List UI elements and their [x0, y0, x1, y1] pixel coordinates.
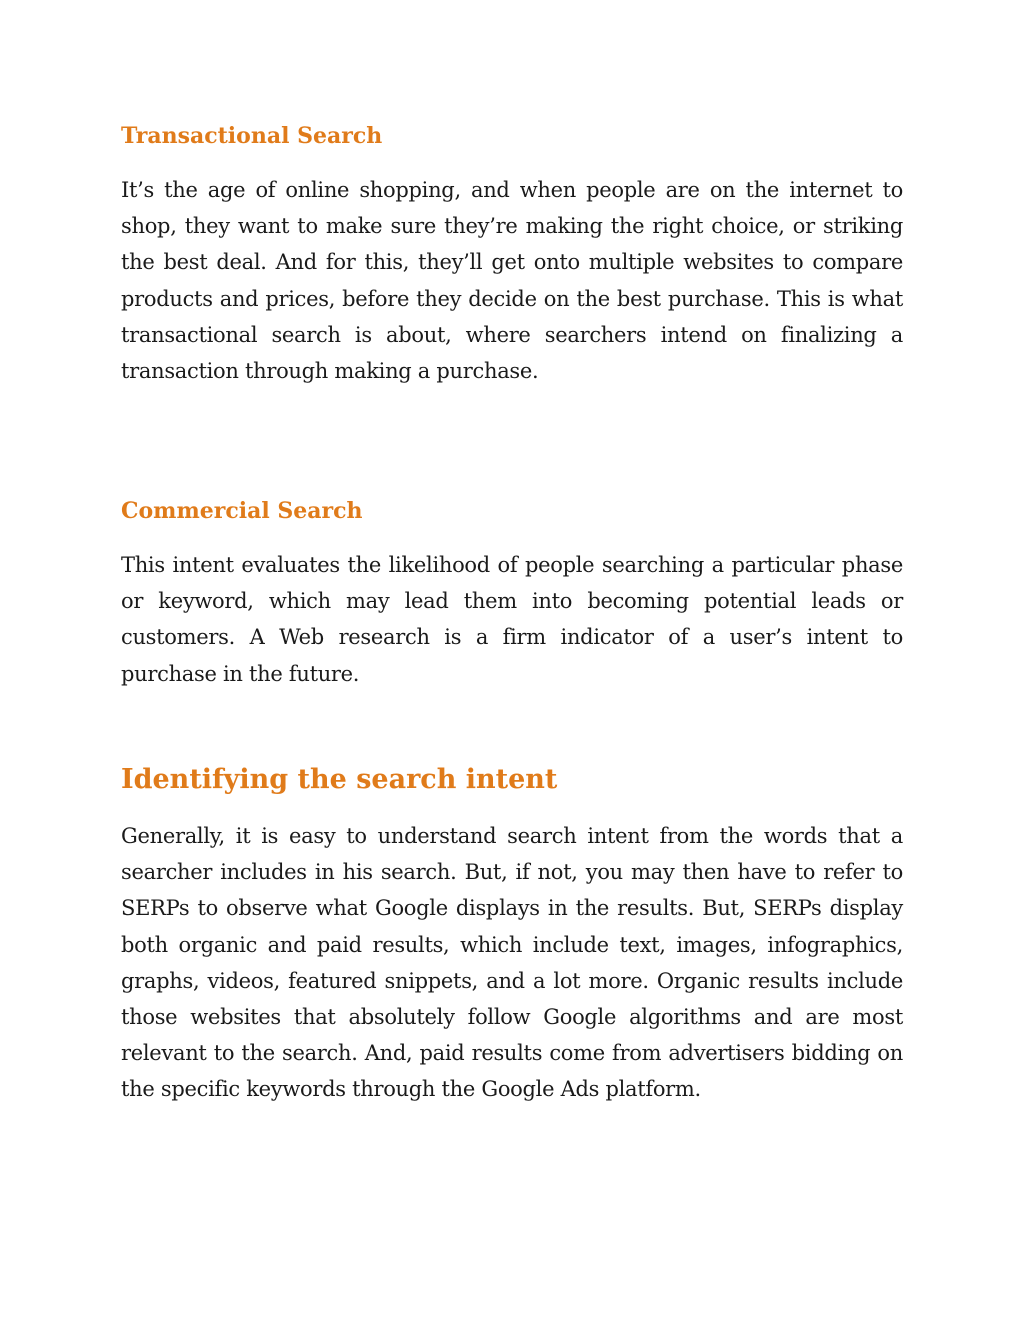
paragraph-transactional-search: It’s the age of online shopping, and when people are on the internet to shop, they want to make sure they’re making the right choice, or striking the best deal. And for this, they’ll get onto multiple websites to compare products and prices, before they decide on the best purchase. This is what transactional search is about, where searchers intend on finalizing a transaction through making a purchase.: [121, 178, 903, 384]
heading-transactional-search: Transactional Search: [121, 123, 383, 149]
paragraph-identifying-search-intent: Generally, it is easy to understand search intent from the words that a searcher includes in his search. But, if not, you may then have to refer to SERPs to observe what Google displays in the results. But, SERPs display both organic and paid results, which include text, images, infographics, graphs, videos, featured snippets, and a lot more. Organic results include those websites that absolutely follow Google algorithms and are most relevant to the search. And, paid results come from advertisers bidding on the specific keywords through the Google Ads platform.: [121, 824, 903, 1102]
heading-commercial-search: Commercial Search: [121, 498, 363, 524]
paragraph-commercial-search: This intent evaluates the likelihood of people searching a particular phase or keyword, which may lead them into becoming potential leads or customers. A Web research is a firm indicator of a user’s intent to purchase in the future.: [121, 553, 903, 686]
heading-identifying-search-intent: Identifying the search intent: [121, 764, 558, 795]
